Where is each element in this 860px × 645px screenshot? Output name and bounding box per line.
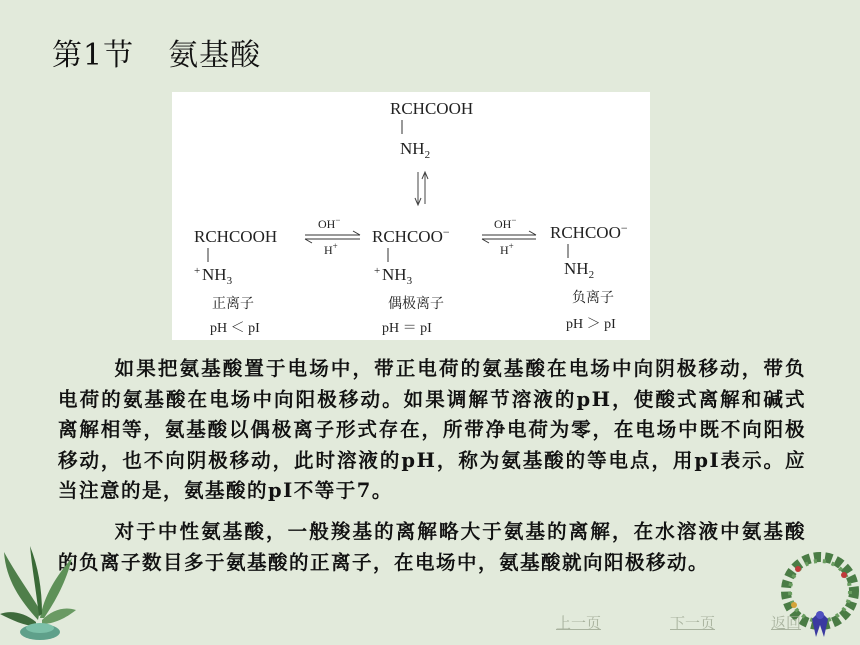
left-group: $NH_3$ bbox=[202, 265, 233, 287]
back-link[interactable]: 返回 bbox=[771, 614, 802, 632]
arrow2-bottom-label: H+ bbox=[500, 241, 514, 257]
top-group: $NH_2$ bbox=[400, 139, 431, 161]
top-formula: RCHCOOH bbox=[390, 99, 474, 118]
prev-page-link[interactable]: 上一页 bbox=[556, 614, 602, 632]
left-label: 正离子 bbox=[212, 297, 254, 312]
arrow1-bottom-label: H+ bbox=[324, 241, 338, 257]
plant-decoration-icon bbox=[0, 540, 78, 642]
next-page-link[interactable]: 下一页 bbox=[670, 614, 716, 632]
left-ph: pH ＜ pI bbox=[210, 321, 260, 336]
mid-label: 偶极离子 bbox=[388, 297, 444, 312]
left-charge: + bbox=[194, 265, 201, 277]
paragraph-neutral-amino-acid: 对于中性氨基酸，一般羧基的离解略大于氨基的离解，在水溶液中氨基酸的负离子数目多于氨基酸的正离子，在电场中，氨基酸就向阳极移动。 bbox=[58, 520, 806, 574]
page-title bbox=[52, 30, 261, 74]
right-label: 负离子 bbox=[572, 291, 614, 306]
right-ph: pH ＞ pI bbox=[566, 317, 616, 332]
section-number: 第1节 bbox=[52, 38, 135, 73]
mid-formula: RCHCOO− bbox=[372, 225, 450, 246]
right-group: $NH_2$ bbox=[564, 259, 595, 281]
amino-acid-equilibrium-diagram bbox=[172, 92, 650, 340]
paragraph-isoelectric: 如果把氨基酸置于电场中，带正电荷的氨基酸在电场中向阴极移动，带负电荷的氨基酸在电场中向阳极移动。如果调解节溶液的pH，使酸式离解和碱式离解相等，氨基酸以偶极离子形式存在，所带净电荷为零，在电场中既不向阳极移动，也不向阴极移动，此时溶液的pH，称为氨基酸的等电点，用pI表示。应当注意的是，氨基酸的pI不等于7。 bbox=[58, 357, 806, 502]
mid-group: $NH_3$ bbox=[382, 265, 413, 287]
equilibrium-svg bbox=[172, 92, 650, 340]
section-topic: 氨基酸 bbox=[168, 38, 262, 73]
arrow2-top-label: OH− bbox=[494, 215, 517, 231]
mid-ph: pH ＝ pI bbox=[382, 321, 432, 336]
arrow1-top-label: OH− bbox=[318, 215, 341, 231]
left-formula: RCHCOOH bbox=[194, 227, 278, 246]
right-formula: RCHCOO− bbox=[550, 221, 628, 242]
mid-charge: + bbox=[374, 265, 381, 277]
